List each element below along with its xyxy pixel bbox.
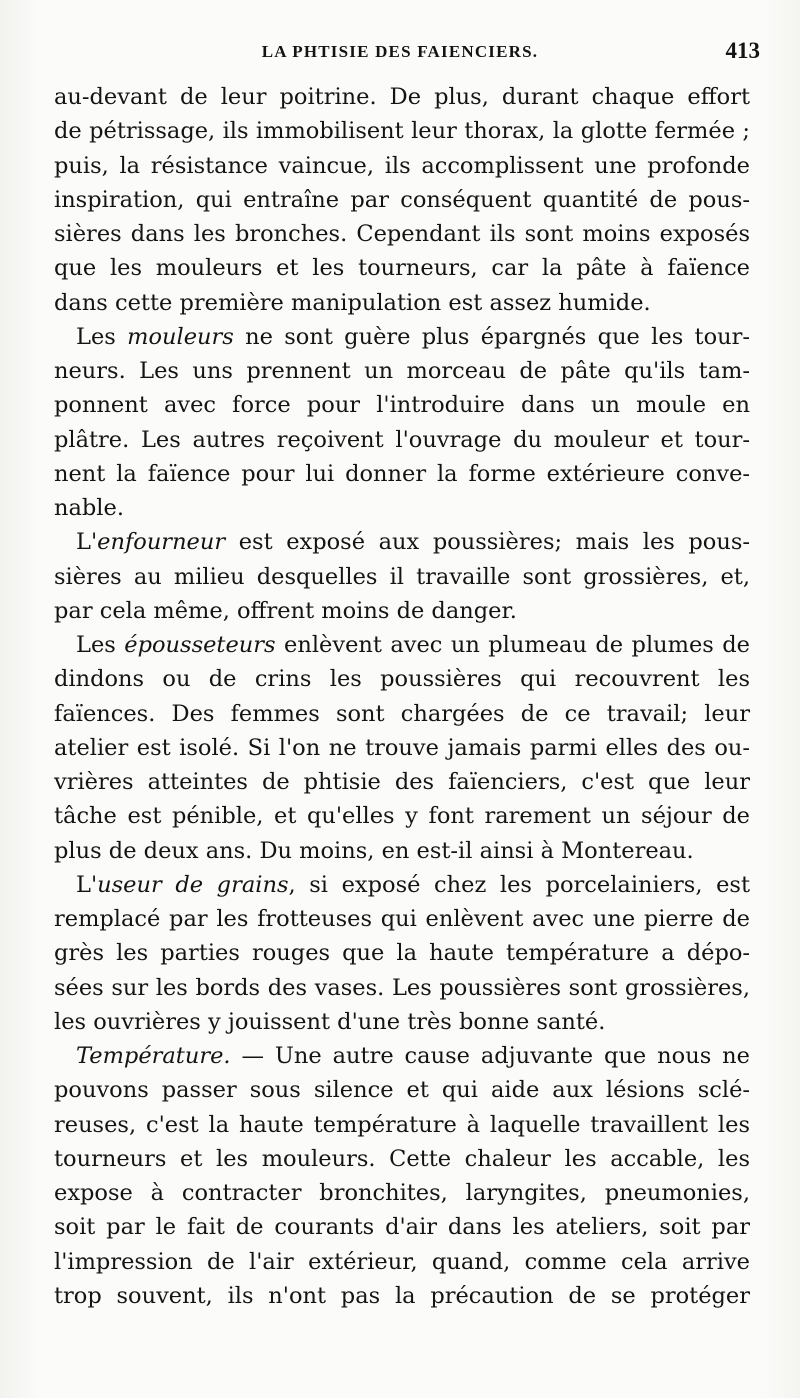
text-segment: dans cette première manipulation est assez humide. [54, 289, 651, 316]
text-segment: tâche est pénible, et qu'elles y font rarement un séjour de [54, 803, 750, 830]
text-line [54, 491, 750, 525]
italic-term: useur de grains [97, 871, 289, 898]
text-line [54, 765, 750, 799]
text-segment: l'impression de l'air extérieur, quand, comme cela arrive [54, 1248, 750, 1275]
text-segment: inspiration, qui entraîne par conséquent quantité de pous- [54, 186, 750, 213]
text-segment: plâtre. Les autres reçoivent l'ouvrage du mouleur et tour- [54, 426, 750, 453]
running-title: LA PHTISIE DES FAIENCIERS. [261, 42, 539, 61]
text-line [54, 525, 750, 559]
text-segment: tourneurs et les mouleurs. Cette chaleur les accable, les [54, 1145, 750, 1172]
text-segment: de pétrissage, ils immobilisent leur thorax, la glotte fermée ; [54, 118, 750, 145]
text-segment: trop souvent, ils n'ont pas la précaution de se protéger [54, 1282, 750, 1309]
text-line [54, 217, 750, 251]
text-line [54, 697, 750, 731]
text-line [54, 354, 750, 388]
text-line [54, 868, 750, 902]
text-segment: reuses, c'est la haute température à laquelle travaillent les [54, 1111, 750, 1138]
body-text [54, 80, 750, 1313]
running-header [0, 38, 800, 68]
text-line [54, 834, 750, 868]
text-segment: , si exposé chez les porcelainiers, est [288, 871, 750, 898]
text-segment: sées sur les bords des vases. Les poussières sont grossières, [54, 974, 750, 1001]
text-line [54, 80, 750, 114]
text-segment: Les [76, 323, 128, 350]
text-line [54, 1108, 750, 1142]
text-line [54, 388, 750, 422]
text-line [54, 1176, 750, 1210]
text-segment: expose à contracter bronchites, laryngites, pneumonies, [54, 1180, 750, 1206]
text-line [54, 594, 750, 628]
text-segment: puis, la résistance vaincue, ils accomplissent une profonde [54, 152, 750, 179]
page-number: 413 [725, 38, 760, 63]
text-line [54, 183, 750, 217]
text-line [54, 1073, 750, 1107]
text-segment: sières au milieu desquelles il travaille sont grossières, et, [54, 563, 750, 590]
text-segment: enlèvent avec un plumeau de plumes de [275, 632, 750, 658]
text-segment: au-devant de leur poitrine. De plus, durant chaque effort [54, 84, 750, 110]
text-line [54, 114, 750, 148]
text-segment: nent la faïence pour lui donner la forme extérieure conve- [54, 460, 750, 487]
italic-term: épousseteurs [124, 632, 276, 658]
text-segment: grès les parties rouges que la haute température a dépo- [54, 940, 750, 967]
text-line [54, 457, 750, 491]
text-line [54, 1039, 750, 1073]
text-segment: soit par le fait de courants d'air dans les ateliers, soit par [54, 1214, 750, 1241]
text-segment: L' [76, 529, 98, 556]
text-line [54, 1279, 750, 1313]
text-line [54, 1005, 750, 1039]
text-line [54, 423, 750, 457]
text-line [54, 936, 750, 970]
text-segment: vrières atteintes de phtisie des faïenciers, c'est que leur [54, 769, 750, 795]
text-line [54, 286, 750, 320]
text-line [54, 560, 750, 594]
text-line [54, 1210, 750, 1244]
text-line [54, 628, 750, 662]
text-line [54, 971, 750, 1005]
text-segment: que les mouleurs et les tourneurs, car la pâte à faïence [54, 255, 750, 282]
text-segment: L' [76, 871, 98, 898]
text-line [54, 251, 750, 285]
text-line [54, 149, 750, 183]
text-segment: plus de deux ans. Du moins, en est-il ainsi à Montereau. [54, 837, 694, 864]
italic-term: enfourneur [97, 529, 226, 556]
text-segment: les ouvrières y jouissent d'une très bonne santé. [54, 1008, 606, 1035]
text-line [54, 799, 750, 833]
italic-term: Température. [76, 1043, 231, 1069]
text-line [54, 1142, 750, 1176]
text-segment: ne sont guère plus épargnés que les tour- [233, 323, 750, 350]
text-line [54, 731, 750, 765]
text-segment: est exposé aux poussières; mais les pous- [225, 529, 750, 556]
text-segment: ponnent avec force pour l'introduire dans un moule en [54, 392, 750, 419]
text-segment: sières dans les bronches. Cependant ils sont moins exposés [54, 221, 750, 247]
text-segment: remplacé par les frotteuses qui enlèvent avec une pierre de [54, 906, 750, 932]
italic-term: mouleurs [127, 323, 234, 350]
text-segment: atelier est isolé. Si l'on ne trouve jamais parmi elles des ou- [54, 734, 750, 761]
text-segment: faïences. Des femmes sont chargées de ce travail; leur [54, 700, 750, 727]
text-line [54, 320, 750, 354]
text-line [54, 662, 750, 696]
text-segment: pouvons passer sous silence et qui aide aux lésions sclé- [54, 1077, 750, 1104]
text-segment: par cela même, offrent moins de danger. [54, 597, 517, 624]
text-segment: neurs. Les uns prennent un morceau de pâte qu'ils tam- [54, 358, 750, 384]
text-segment: nable. [54, 495, 124, 521]
text-line [54, 902, 750, 936]
text-segment: Les [76, 632, 125, 658]
text-segment: — Une autre cause adjuvante que nous ne [230, 1043, 750, 1069]
text-line [54, 1245, 750, 1279]
text-segment: dindons ou de crins les poussières qui recouvrent les [54, 666, 750, 693]
